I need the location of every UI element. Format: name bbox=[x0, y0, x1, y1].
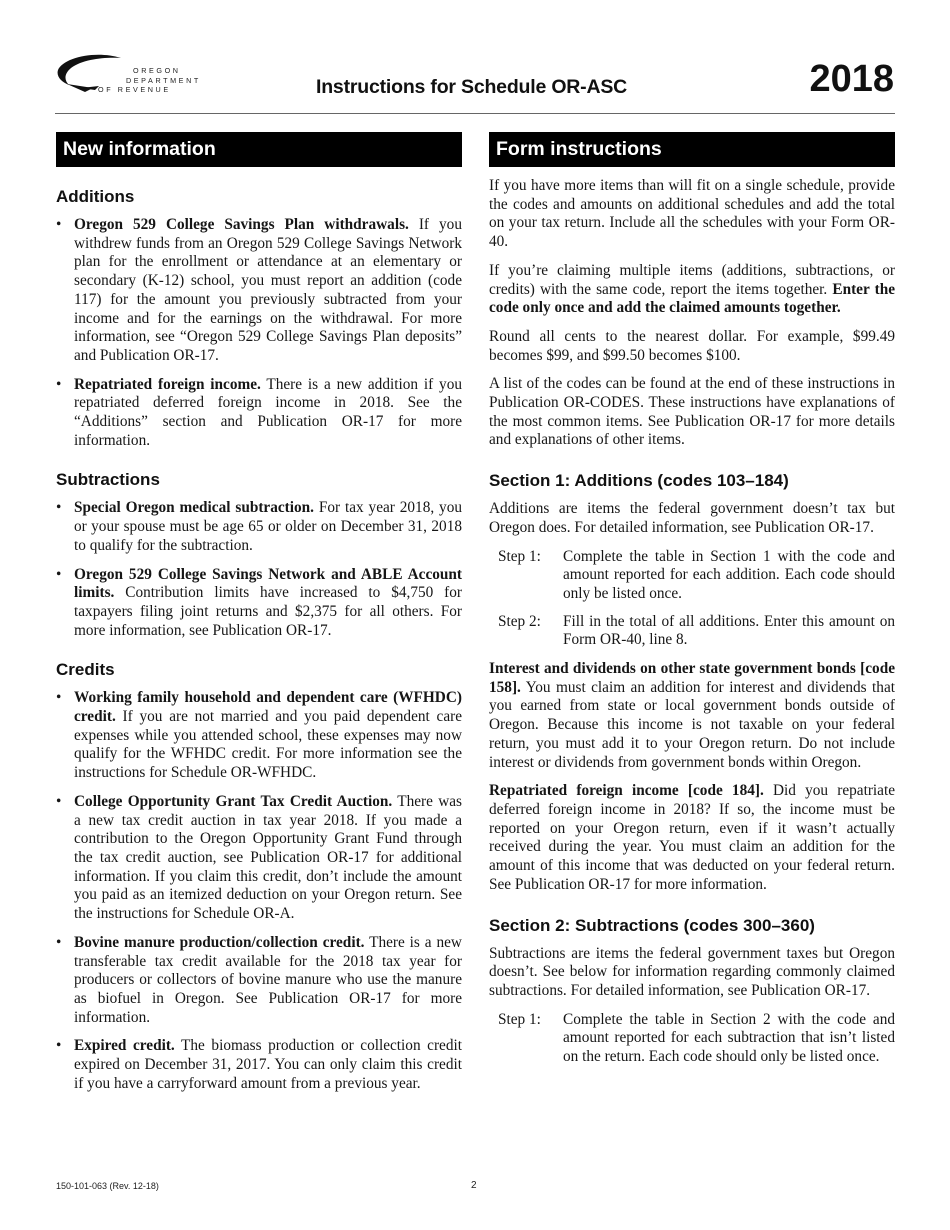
step-label: Step 2: bbox=[498, 612, 541, 630]
list-item: • Repatriated foreign income. There is a new addition if you repatriated deferred foreign income in 2018. See the “Additions” section and Publication OR-17 for more information. bbox=[56, 376, 462, 451]
section1-step-2 bbox=[489, 613, 895, 650]
document-title: Instructions for Schedule OR-ASC bbox=[316, 76, 628, 98]
oregon-dor-logo bbox=[55, 52, 201, 100]
credits-heading: Credits bbox=[56, 660, 115, 680]
right-column bbox=[489, 132, 895, 1067]
section1-intro: Additions are items the federal government doesn’t tax but Oregon does. For detailed information, see Publication OR-17. bbox=[489, 500, 895, 536]
document-year: 2018 bbox=[809, 58, 894, 100]
header-divider bbox=[55, 113, 895, 114]
section1-heading: Section 1: Additions (codes 103–184) bbox=[489, 471, 789, 491]
list-item: • Oregon 529 College Savings Plan withdrawals. If you withdrew funds from an Oregon 529 College Savings Network plan for the enrollment or attendance at an elementary or secondary (K-12) school, you must report an addition (code 117) for the amount you previously subtracted from your income and for the earnings on the withdrawal. For more information, see “Oregon 529 College Savings Plan deposits” and Publication OR-17. bbox=[56, 216, 462, 366]
logo-line-1: OREGON bbox=[133, 66, 181, 75]
additions-heading: Additions bbox=[56, 187, 135, 206]
step-text: Complete the table in Section 2 with the code and amount reported for each subtraction that isn’t listed on the return. Each code should only be listed once. bbox=[563, 1010, 895, 1066]
step-text: Fill in the total of all additions. Enter this amount on Form OR-40, line 8. bbox=[563, 612, 895, 649]
logo-text bbox=[98, 66, 201, 95]
new-information-banner: New information bbox=[56, 132, 462, 167]
section1-step-1 bbox=[489, 548, 895, 604]
left-column bbox=[56, 132, 462, 1093]
intro-paragraph-1: If you have more items than will fit on a single schedule, provide the codes and amounts on additional schedules and add the total on your tax return. Include all the schedules with your Form OR-40. bbox=[489, 177, 895, 251]
intro-paragraph-4: A list of the codes can be found at the end of these instructions in Publication OR-CODES. These instructions have explanations of the most common items. See Publication OR-17 for more details and explanations of other items. bbox=[489, 375, 895, 449]
section2-heading: Section 2: Subtractions (codes 300–360) bbox=[489, 915, 815, 935]
list-item: • Working family household and dependent care (WFHDC) credit. If you are not married and you paid dependent care expenses while you attended school, these expenses may now qualify for the WFHDC credit. For more information see the instructions for Schedule OR-WFHDC. bbox=[56, 689, 462, 783]
page-number: 2 bbox=[471, 1180, 477, 1191]
list-item: • Oregon 529 College Savings Network and ABLE Account limits. Contribution limits have increased to $4,750 for taxpayers filing joint returns and $2,375 for all others. For more information, see Publication OR-17. bbox=[56, 566, 462, 641]
interest-dividends-paragraph: Interest and dividends on other state government bonds [code 158]. You must claim an addition for interest and dividends that you earned from state or local government bonds outside of Oregon. Because this income is not taxable on your federal return, you must add it to your Oregon return. Do not include interest or dividends from government bonds within Oregon. bbox=[489, 660, 895, 771]
list-item: • Special Oregon medical subtraction. For tax year 2018, you or your spouse must be age 65 or older on December 31, 2018 to qualify for the subtraction. bbox=[56, 499, 462, 555]
additions-list bbox=[56, 216, 462, 450]
step-label: Step 1: bbox=[498, 547, 541, 565]
logo-line-2: DEPARTMENT bbox=[126, 75, 201, 85]
step-label: Step 1: bbox=[498, 1010, 541, 1028]
list-item: • Bovine manure production/collection credit. There is a new transferable tax credit available for the 2018 tax year for producers or collectors of bovine manure who use the manure as biofuel in Oregon. See Publication OR-17 for more information. bbox=[56, 934, 462, 1028]
repatriated-income-paragraph: Repatriated foreign income [code 184]. Did you repatriate deferred foreign income in 2018? If so, the income must be reported on your Oregon return, even if it wasn’t actually received during the year. You must claim an addition for the amount of this income that was deducted on your federal return. See Publication OR-17 for more information. bbox=[489, 782, 895, 893]
subtractions-list bbox=[56, 499, 462, 640]
form-instructions-banner: Form instructions bbox=[489, 132, 895, 167]
intro-paragraph-2: If you’re claiming multiple items (additions, subtractions, or credits) with the same code, report the items together. Enter the code only once and add the claimed amounts together. bbox=[489, 261, 895, 317]
step-text: Complete the table in Section 1 with the code and amount reported for each addition. Each code should only be listed once. bbox=[563, 547, 895, 602]
credits-list bbox=[56, 689, 462, 1093]
form-number: 150-101-063 (Rev. 12-18) bbox=[56, 1181, 159, 1191]
section2-intro: Subtractions are items the federal government taxes but Oregon doesn’t. See below for information regarding commonly claimed subtractions. For detailed information, see Publication OR-17. bbox=[489, 944, 895, 999]
list-item: • Expired credit. The biomass production or collection credit expired on December 31, 2017. You can only claim this credit if you have a carryforward amount from a previous year. bbox=[56, 1037, 462, 1093]
subtractions-heading: Subtractions bbox=[56, 470, 160, 490]
intro-paragraph-3: Round all cents to the nearest dollar. For example, $99.49 becomes $99, and $99.50 becomes $100. bbox=[489, 327, 895, 364]
logo-line-3: OF REVENUE bbox=[98, 85, 171, 95]
list-item: • College Opportunity Grant Tax Credit Auction. There was a new tax credit auction in tax year 2018. If you made a contribution to the Oregon Opportunity Grant Fund through the tax credit auction, see Publication OR-17 for additional information. If you claim this credit, don’t include the amount you paid as an itemized deduction on your Oregon return. See the instructions for Schedule OR-A. bbox=[56, 793, 462, 924]
section2-step-1 bbox=[489, 1011, 895, 1067]
